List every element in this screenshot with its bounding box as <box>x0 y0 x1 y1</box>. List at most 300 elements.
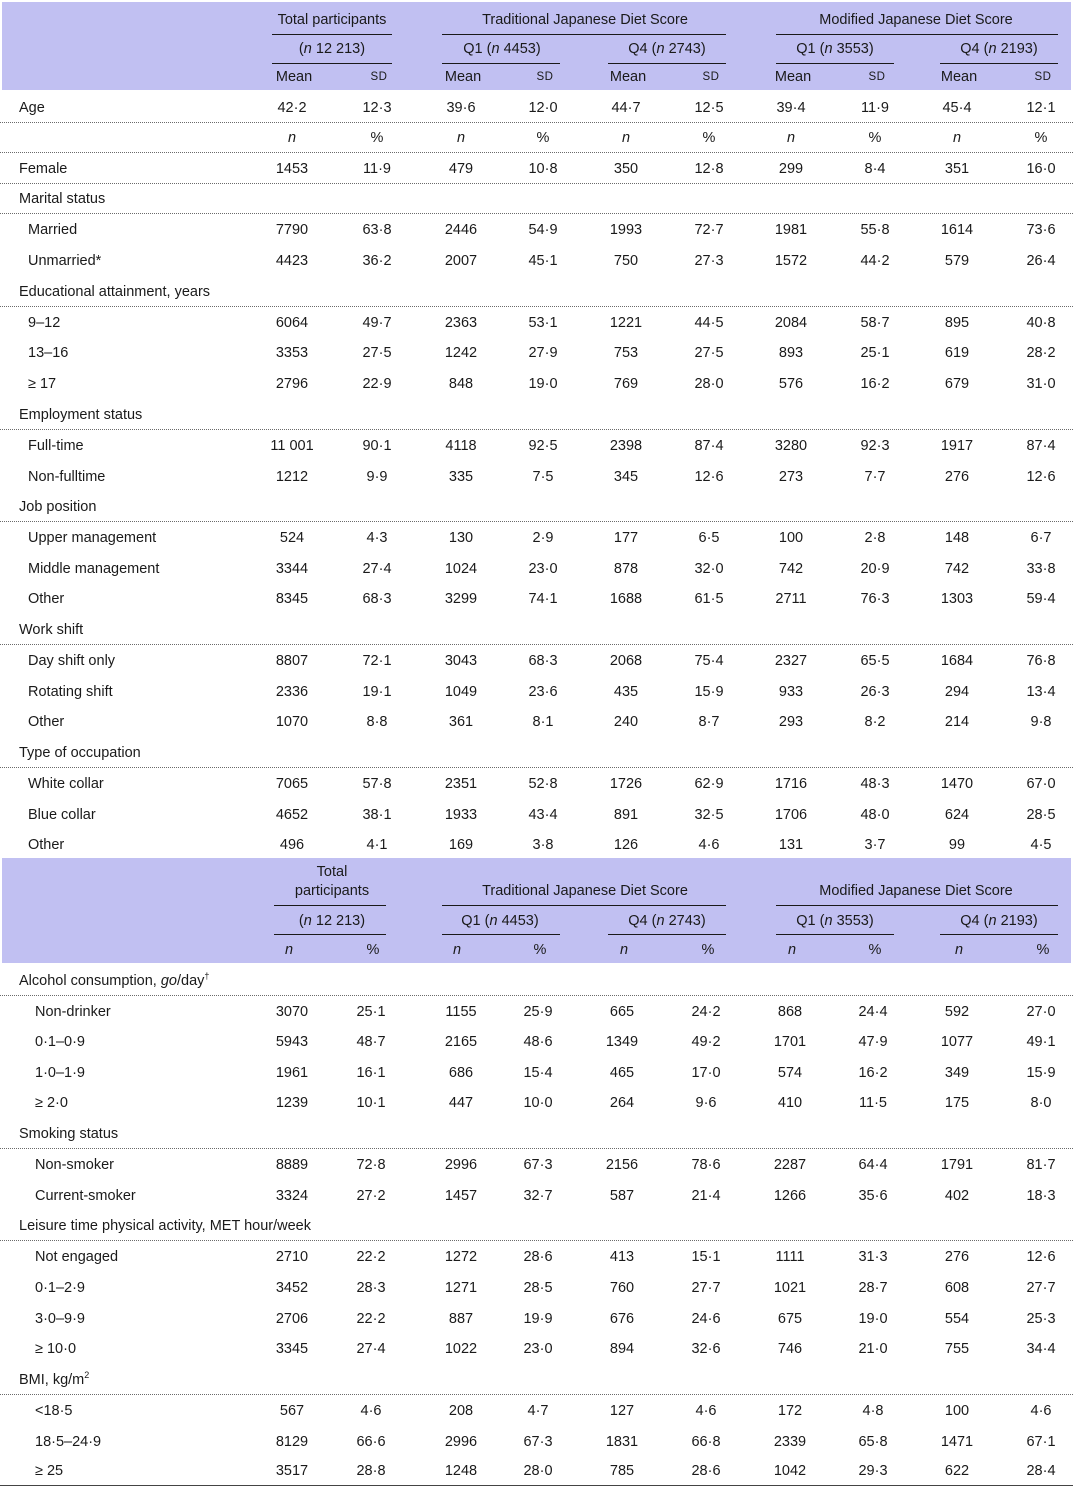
table-cell: 2336 <box>275 684 309 700</box>
header-pct: % <box>868 942 882 958</box>
row-label: Non-fulltime <box>28 469 106 485</box>
table-cell: 893 <box>778 345 804 361</box>
table-cell: 8889 <box>275 1157 309 1173</box>
table-cell: 28·5 <box>1026 807 1056 823</box>
table-cell: 4·6 <box>1030 1403 1052 1419</box>
table-cell: 6·7 <box>1030 530 1052 546</box>
table-cell: 12·6 <box>1026 469 1056 485</box>
table-cell: 27·7 <box>691 1280 721 1296</box>
header-pct: % <box>533 942 547 958</box>
table-row <box>0 215 1073 245</box>
header-n: n <box>456 130 466 146</box>
table-cell: 25·1 <box>860 345 890 361</box>
header-trad-q4: Q4 (n 2743) <box>628 41 706 57</box>
table-cell: 2084 <box>774 315 808 331</box>
table-cell: 21·0 <box>858 1341 888 1357</box>
table-cell: 23·0 <box>528 561 558 577</box>
row-label: Day shift only <box>28 653 116 669</box>
table-cell: 2339 <box>773 1434 807 1450</box>
table-cell: 2446 <box>444 222 478 238</box>
table-cell: 26·3 <box>860 684 890 700</box>
table-row <box>0 154 1073 184</box>
table-cell: 4·8 <box>862 1403 884 1419</box>
row-label: Married <box>28 222 78 238</box>
table-cell: 12·0 <box>528 100 558 116</box>
table-cell: 55·8 <box>860 222 890 238</box>
table-cell: 1077 <box>940 1034 974 1050</box>
table-cell: 2706 <box>275 1311 309 1327</box>
table-cell: 9·8 <box>1030 714 1052 730</box>
table-cell: 25·9 <box>523 1004 553 1020</box>
row-label: Other <box>28 591 65 607</box>
table-cell: 2711 <box>775 591 807 607</box>
table-cell: 3070 <box>275 1004 309 1020</box>
table-cell: 3517 <box>275 1463 309 1479</box>
table-cell: 2156 <box>605 1157 639 1173</box>
row-label: ≥ 17 <box>28 376 57 392</box>
row-label: Marital status <box>19 191 106 207</box>
table-cell: 3280 <box>774 438 808 454</box>
table-cell: 22·2 <box>356 1249 386 1265</box>
table-cell: 12·3 <box>362 100 392 116</box>
table-cell: 294 <box>944 684 970 700</box>
header-pct: % <box>868 130 882 146</box>
table-cell: 148 <box>944 530 970 546</box>
table-row <box>0 800 1073 830</box>
table-cell: 1614 <box>940 222 974 238</box>
table-cell: 2996 <box>444 1157 478 1173</box>
table-cell: 27·5 <box>362 345 392 361</box>
table-cell: 172 <box>777 1403 803 1419</box>
table-cell: 1791 <box>940 1157 974 1173</box>
row-label: Leisure time physical activity, MET hour/week <box>19 1218 311 1234</box>
table-row <box>0 1058 1073 1088</box>
table-cell: 21·4 <box>691 1188 721 1204</box>
row-label: 13–16 <box>28 345 69 361</box>
table-cell: 87·4 <box>1026 438 1056 454</box>
table-cell: 87·4 <box>694 438 724 454</box>
table-row <box>0 431 1073 461</box>
table-cell: 15·4 <box>523 1065 553 1081</box>
header-n: n <box>284 942 294 958</box>
table-cell: 1453 <box>275 161 309 177</box>
table-cell: 25·3 <box>1026 1311 1056 1327</box>
table-cell: 54·9 <box>528 222 558 238</box>
table-cell: 335 <box>448 469 474 485</box>
table-cell: 28·0 <box>523 1463 553 1479</box>
table-row <box>0 769 1073 799</box>
row-label: 3·0–9·9 <box>35 1311 85 1327</box>
header-n: n <box>619 942 629 958</box>
row-label: Full-time <box>28 438 84 454</box>
table-row <box>0 1456 1073 1486</box>
header-mod-q4: Q4 (n 2193) <box>960 41 1038 57</box>
table-cell: 27·0 <box>1026 1004 1056 1020</box>
table-cell: 32·7 <box>523 1188 553 1204</box>
table-cell: 1688 <box>609 591 643 607</box>
row-label: Type of occupation <box>19 745 141 761</box>
table-cell: 72·7 <box>694 222 724 238</box>
table-row <box>0 1304 1073 1334</box>
table-cell: 1471 <box>940 1434 974 1450</box>
table-row <box>0 93 1073 123</box>
table-cell: 1049 <box>444 684 478 700</box>
table-cell: 402 <box>944 1188 970 1204</box>
table-cell: 1706 <box>774 807 808 823</box>
table-cell: 8807 <box>275 653 309 669</box>
table-row <box>0 1150 1073 1180</box>
table-cell: 273 <box>778 469 804 485</box>
header-mean: Mean <box>275 69 313 85</box>
table-cell: 10·1 <box>356 1095 386 1111</box>
table-cell: 1155 <box>445 1004 477 1020</box>
header-n: n <box>452 942 462 958</box>
table-cell: 3324 <box>275 1188 309 1204</box>
table-cell: 28·0 <box>694 376 724 392</box>
table-cell: 16·2 <box>860 376 890 392</box>
header-pct: % <box>1034 130 1048 146</box>
table-cell: 878 <box>613 561 639 577</box>
table-cell: 68·3 <box>528 653 558 669</box>
header-traditional: Traditional Japanese Diet Score <box>482 12 688 28</box>
table-cell: 769 <box>613 376 639 392</box>
table-cell: 17·0 <box>691 1065 721 1081</box>
row-label: Current-smoker <box>35 1188 136 1204</box>
header2-total-line1: Total <box>316 864 348 880</box>
table-cell: 32·6 <box>691 1341 721 1357</box>
table-cell: 4118 <box>445 438 477 454</box>
table-cell: 3043 <box>444 653 478 669</box>
table-cell: 169 <box>448 837 474 853</box>
table-cell: 447 <box>448 1095 474 1111</box>
header-mean: Mean <box>609 69 647 85</box>
table-cell: 2363 <box>444 315 478 331</box>
table-cell: 4652 <box>275 807 309 823</box>
table-cell: 78·6 <box>691 1157 721 1173</box>
table-cell: 1021 <box>773 1280 807 1296</box>
table-cell: 65·8 <box>858 1434 888 1450</box>
table-row <box>0 997 1073 1027</box>
table-row <box>0 1181 1073 1211</box>
table-cell: 1933 <box>444 807 478 823</box>
table-cell: 11 001 <box>270 438 314 454</box>
table-cell: 19·1 <box>362 684 392 700</box>
table-cell: 35·6 <box>858 1188 888 1204</box>
header-total-n: (n 12 213) <box>298 41 366 57</box>
row-label: Blue collar <box>28 807 96 823</box>
table-cell: 29·3 <box>858 1463 888 1479</box>
table-cell: 27·4 <box>362 561 392 577</box>
table-cell: 175 <box>944 1095 970 1111</box>
table-cell: 25·1 <box>356 1004 386 1020</box>
table-cell: 746 <box>777 1341 803 1357</box>
table-cell: 1242 <box>444 345 478 361</box>
table-cell: 345 <box>613 469 639 485</box>
table-row <box>0 400 1073 430</box>
table-cell: 61·5 <box>694 591 724 607</box>
table-cell: 19·0 <box>858 1311 888 1327</box>
table-cell: 16·2 <box>858 1065 888 1081</box>
table-cell: 28·7 <box>858 1280 888 1296</box>
table2-header <box>2 858 1071 963</box>
table-cell: 12·5 <box>694 100 724 116</box>
table-cell: 28·2 <box>1026 345 1056 361</box>
table-row <box>0 462 1073 492</box>
table-cell: 22·9 <box>362 376 392 392</box>
header2-trad-q1: Q1 (n 4453) <box>461 913 539 929</box>
table-cell: 587 <box>609 1188 635 1204</box>
table-cell: 4·3 <box>366 530 388 546</box>
table-row <box>0 308 1073 338</box>
table-cell: 293 <box>778 714 804 730</box>
table-cell: 1831 <box>605 1434 639 1450</box>
table-cell: 47·9 <box>858 1034 888 1050</box>
table-cell: 4·7 <box>527 1403 549 1419</box>
table-cell: 10·8 <box>528 161 558 177</box>
header-sd: SD <box>868 71 886 83</box>
table-cell: 45·4 <box>942 100 972 116</box>
row-label: Employment status <box>19 407 143 423</box>
row-label: ≥ 2·0 <box>35 1095 68 1111</box>
table-row <box>0 492 1073 522</box>
table-cell: 20·9 <box>860 561 890 577</box>
table-row <box>0 184 1073 214</box>
table-cell: 868 <box>777 1004 803 1020</box>
table-cell: 2·9 <box>532 530 554 546</box>
table-cell: 15·1 <box>691 1249 721 1265</box>
table-cell: 24·6 <box>691 1311 721 1327</box>
table-cell: 126 <box>613 837 639 853</box>
table-cell: 753 <box>613 345 639 361</box>
table-cell: 276 <box>944 469 970 485</box>
table-cell: 27·9 <box>528 345 558 361</box>
table-row <box>0 1027 1073 1057</box>
table-cell: 675 <box>777 1311 803 1327</box>
row-label: 0·1–0·9 <box>35 1034 85 1050</box>
table-cell: 1248 <box>444 1463 478 1479</box>
table-cell: 465 <box>609 1065 635 1081</box>
table-cell: 177 <box>613 530 639 546</box>
table-cell: 2710 <box>275 1249 309 1265</box>
table-cell: 12·6 <box>694 469 724 485</box>
table-cell: 2·8 <box>864 530 886 546</box>
header-sd: SD <box>370 71 388 83</box>
table-cell: 1111 <box>775 1249 805 1265</box>
row-label: Non-smoker <box>35 1157 114 1173</box>
table-cell: 567 <box>279 1403 305 1419</box>
table-cell: 1726 <box>609 776 643 792</box>
table-cell: 3452 <box>275 1280 309 1296</box>
table-cell: 361 <box>448 714 474 730</box>
table-cell: 7790 <box>275 222 309 238</box>
table-row <box>0 1211 1073 1241</box>
header-pct: % <box>702 130 716 146</box>
table-cell: 15·9 <box>1026 1065 1056 1081</box>
table-cell: 11·9 <box>363 161 391 177</box>
table-cell: 1684 <box>940 653 974 669</box>
header2-modified: Modified Japanese Diet Score <box>819 883 1013 899</box>
table-cell: 13·4 <box>1026 684 1056 700</box>
header-trad-q1: Q1 (n 4453) <box>463 41 541 57</box>
table-cell: 45·1 <box>528 253 558 269</box>
table-cell: 12·6 <box>1026 1249 1056 1265</box>
header-n: n <box>287 130 297 146</box>
table-cell: 67·0 <box>1026 776 1056 792</box>
table-cell: 1572 <box>774 253 808 269</box>
table-cell: 15·9 <box>694 684 724 700</box>
table-cell: 16·0 <box>1026 161 1056 177</box>
header2-total-line2: participants <box>294 883 370 899</box>
table-cell: 208 <box>448 1403 474 1419</box>
table-row <box>0 1088 1073 1118</box>
table-cell: 28·3 <box>356 1280 386 1296</box>
table-cell: 49·7 <box>362 315 392 331</box>
table-cell: 19·0 <box>528 376 558 392</box>
table-cell: 1961 <box>275 1065 309 1081</box>
table-cell: 49·2 <box>691 1034 721 1050</box>
row-label: Other <box>28 837 65 853</box>
table-cell: 1221 <box>609 315 643 331</box>
header-sd: SD <box>702 71 720 83</box>
table-row <box>0 523 1073 553</box>
row-label: Smoking status <box>19 1126 119 1142</box>
table-cell: 28·5 <box>523 1280 553 1296</box>
table-cell: 18·3 <box>1026 1188 1056 1204</box>
table-cell: 27·7 <box>1026 1280 1056 1296</box>
table-cell: 6064 <box>275 315 309 331</box>
table-cell: 3·8 <box>532 837 554 853</box>
table-cell: 785 <box>609 1463 635 1479</box>
table-cell: 1457 <box>444 1188 478 1204</box>
row-label: 0·1–2·9 <box>35 1280 85 1296</box>
header-pct: % <box>370 130 384 146</box>
table-cell: 4·1 <box>366 837 388 853</box>
table-cell: 554 <box>944 1311 970 1327</box>
table-cell: 665 <box>609 1004 635 1020</box>
table-cell: 2007 <box>444 253 478 269</box>
table-cell: 7065 <box>275 776 309 792</box>
table-cell: 130 <box>448 530 474 546</box>
table1-header <box>2 2 1071 90</box>
table-cell: 92·5 <box>528 438 558 454</box>
table-cell: 27·4 <box>356 1341 386 1357</box>
table-cell: 23·6 <box>528 684 558 700</box>
table-cell: 42·2 <box>277 100 307 116</box>
table-cell: 40·8 <box>1026 315 1056 331</box>
table-cell: 74·1 <box>528 591 558 607</box>
table-cell: 624 <box>944 807 970 823</box>
table-cell: 10·0 <box>523 1095 553 1111</box>
row-label: Job position <box>19 499 97 515</box>
table-cell: 622 <box>944 1463 970 1479</box>
table-cell: 1272 <box>444 1249 478 1265</box>
table-cell: 1349 <box>605 1034 639 1050</box>
table-cell: 12·8 <box>694 161 724 177</box>
table-cell: 619 <box>944 345 970 361</box>
row-label: Not engaged <box>35 1249 119 1265</box>
table-cell: 608 <box>944 1280 970 1296</box>
header2-mod-q4: Q4 (n 2193) <box>960 913 1038 929</box>
table-cell: 8·1 <box>532 714 554 730</box>
header-n: n <box>952 130 962 146</box>
table-cell: 32·5 <box>694 807 724 823</box>
row-label: Unmarried* <box>28 253 102 269</box>
header-n: n <box>954 942 964 958</box>
table-cell: 276 <box>944 1249 970 1265</box>
row-label: Rotating shift <box>28 684 113 700</box>
row-label-alcohol: Alcohol consumption, go/day† <box>19 971 210 989</box>
header-n: n <box>621 130 631 146</box>
table-row <box>0 707 1073 737</box>
table-cell: 1022 <box>444 1341 478 1357</box>
table-cell: 1266 <box>773 1188 807 1204</box>
table-cell: 1993 <box>609 222 643 238</box>
table-cell: 1917 <box>940 438 974 454</box>
table-cell: 496 <box>279 837 305 853</box>
table-cell: 3345 <box>275 1341 309 1357</box>
table-cell: 127 <box>609 1403 635 1419</box>
table-cell: 760 <box>609 1280 635 1296</box>
table-cell: 524 <box>279 530 305 546</box>
table-cell: 99 <box>948 837 966 853</box>
table-cell: 742 <box>778 561 804 577</box>
table-cell: 2165 <box>444 1034 478 1050</box>
table-row <box>0 277 1073 307</box>
table-cell: 22·2 <box>356 1311 386 1327</box>
table-cell: 410 <box>777 1095 803 1111</box>
table-cell: 240 <box>613 714 639 730</box>
table-cell: 2996 <box>444 1434 478 1450</box>
row-label: <18·5 <box>35 1403 73 1419</box>
row-label: Female <box>19 161 68 177</box>
table-row <box>0 584 1073 614</box>
row-label: Upper management <box>28 530 157 546</box>
table-cell: 2796 <box>275 376 309 392</box>
table-cell: 3299 <box>444 591 478 607</box>
row-label: Middle management <box>28 561 160 577</box>
table-row <box>0 338 1073 368</box>
row-label: Age <box>19 100 45 116</box>
table-cell: 887 <box>448 1311 474 1327</box>
row-label: Work shift <box>19 622 84 638</box>
table-cell: 1042 <box>773 1463 807 1479</box>
table-row <box>0 1427 1073 1457</box>
table-row <box>0 615 1073 645</box>
header-total: Total participants <box>277 12 387 28</box>
table-cell: 39·4 <box>776 100 806 116</box>
table-cell: 8·4 <box>864 161 886 177</box>
table-cell: 39·6 <box>446 100 476 116</box>
header-mod-q1: Q1 (n 3553) <box>796 41 874 57</box>
table-cell: 48·7 <box>356 1034 386 1050</box>
header-n: n <box>786 130 796 146</box>
header-mean: Mean <box>940 69 978 85</box>
table-cell: 1239 <box>275 1095 309 1111</box>
table-cell: 76·8 <box>1026 653 1056 669</box>
table-cell: 742 <box>944 561 970 577</box>
table-row <box>0 1242 1073 1272</box>
table-cell: 81·7 <box>1026 1157 1056 1173</box>
table-cell: 1701 <box>773 1034 807 1050</box>
table-cell: 3344 <box>275 561 309 577</box>
table-cell: 4423 <box>275 253 309 269</box>
row-label: ≥ 25 <box>35 1463 64 1479</box>
row-label: White collar <box>28 776 104 792</box>
table-cell: 31·0 <box>1026 376 1056 392</box>
row-label: 18·5–24·9 <box>35 1434 102 1450</box>
table-cell: 1716 <box>774 776 808 792</box>
table-cell: 48·3 <box>860 776 890 792</box>
